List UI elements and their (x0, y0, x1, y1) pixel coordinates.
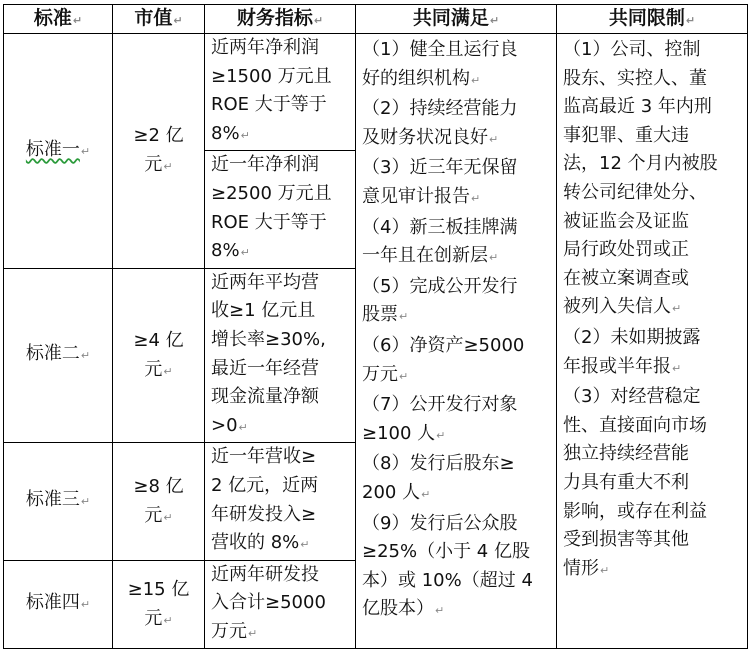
common-requirement-line: （4）新三板挂牌满 (362, 216, 518, 238)
common-limit-line: 局行政处罚或正 (563, 239, 689, 261)
standard-cell: 标准一↵ (4, 34, 113, 269)
common-limit-line: 被证监会及证监 (563, 210, 689, 232)
common-requirements-cell (356, 34, 557, 649)
common-limit-line: 独立持续经营能 (563, 443, 689, 465)
financial-cell: 近两年净利润 ≥1500 万元且 ROE 大于等于 8%↵ (205, 34, 356, 151)
common-limits-cell (557, 34, 748, 649)
common-requirement-line: （6）净资产≥5000 (362, 334, 525, 356)
common-requirement-line: （5）完成公开发行 (362, 275, 518, 297)
common-requirement-line: ≥25%（小于 4 亿股 (362, 541, 530, 563)
header-common-limits: 共同限制↵ (557, 5, 748, 34)
common-requirement-line: 万元↵ (362, 363, 409, 385)
standard-cell: 标准四↵ (4, 560, 113, 649)
common-limit-line: 股东、实控人、董 (563, 67, 707, 89)
common-requirement-line: （3）近三年无保留 (362, 157, 518, 179)
common-requirement-line: ≥100 人↵ (362, 422, 446, 444)
common-requirement-line: 好的组织机构↵ (362, 67, 481, 89)
market-cap-cell: ≥15 亿 元↵ (113, 560, 205, 649)
common-requirement-line: 200 人↵ (362, 481, 431, 503)
common-requirement-line: （1）健全且运行良 (362, 39, 518, 60)
common-limit-line: 法，12 个月内被股 (563, 153, 718, 175)
header-standard: 标准↵ (4, 5, 113, 34)
common-limit-line: 年报或半年报↵ (563, 355, 682, 377)
common-requirement-line: （9）发行后公众股 (362, 512, 518, 534)
common-limit-line: 力具有重大不利 (563, 471, 689, 493)
header-row (4, 5, 748, 34)
table-row (4, 34, 748, 151)
common-limit-line: 受到损害等其他 (563, 529, 689, 551)
market-cap-cell: ≥4 亿 元↵ (113, 268, 205, 443)
standard-cell: 标准二↵ (4, 268, 113, 443)
common-limit-line: （3）对经营稳定 (563, 386, 701, 408)
header-financial: 财务指标↵ (205, 5, 356, 34)
common-requirement-line: （8）发行后股东≥ (362, 453, 515, 475)
common-limit-line: 性、直接面向市场 (563, 414, 707, 436)
common-requirement-line: 一年且在创新层↵ (362, 245, 499, 267)
common-limit-line: （2）未如期披露 (563, 326, 701, 348)
common-limit-line: 影响，或存在利益 (563, 500, 707, 522)
common-requirement-line: （2）持续经营能力 (362, 98, 518, 120)
common-limit-line: 在被立案调查或 (563, 267, 689, 289)
common-limit-line: 监高最近 3 年内刑 (563, 96, 712, 118)
common-requirement-line: 亿股本）↵ (362, 598, 445, 620)
financial-cell: 近一年净利润 ≥2500 万元且 ROE 大于等于 8%↵ (205, 151, 356, 268)
common-limit-line: 被列入失信人↵ (563, 296, 682, 318)
market-cap-cell: ≥8 亿 元↵ (113, 443, 205, 560)
common-limit-line: 转公司纪律处分、 (563, 181, 707, 203)
common-limit-line: （1）公司、控制 (563, 39, 701, 60)
common-requirement-line: 及财务状况良好↵ (362, 126, 499, 148)
common-requirement-line: 意见审计报告↵ (362, 185, 481, 207)
common-limit-line: 情形↵ (563, 557, 610, 579)
standard-cell: 标准三↵ (4, 443, 113, 560)
market-cap-cell: ≥2 亿 元↵ (113, 34, 205, 269)
financial-cell: 近两年平均营 收≥1 亿元且 增长率≥30%, 最近一年经营 现金流量净额 >0↵ (205, 268, 356, 443)
common-requirement-line: （7）公开发行对象 (362, 394, 518, 416)
common-limit-line: 事犯罪、重大违 (563, 124, 689, 146)
financial-cell: 近一年营收≥ 2 亿元，近两 年研发投入≥ 营收的 8%↵ (205, 443, 356, 560)
financial-cell: 近两年研发投 入合计≥5000 万元↵ (205, 560, 356, 649)
header-common-requirements: 共同满足↵ (356, 5, 557, 34)
common-requirement-line: 股票↵ (362, 304, 409, 326)
header-market-cap: 市值↵ (113, 5, 205, 34)
common-requirement-line: 本）或 10%（超过 4 (362, 569, 533, 591)
listing-standards-table (3, 4, 748, 649)
